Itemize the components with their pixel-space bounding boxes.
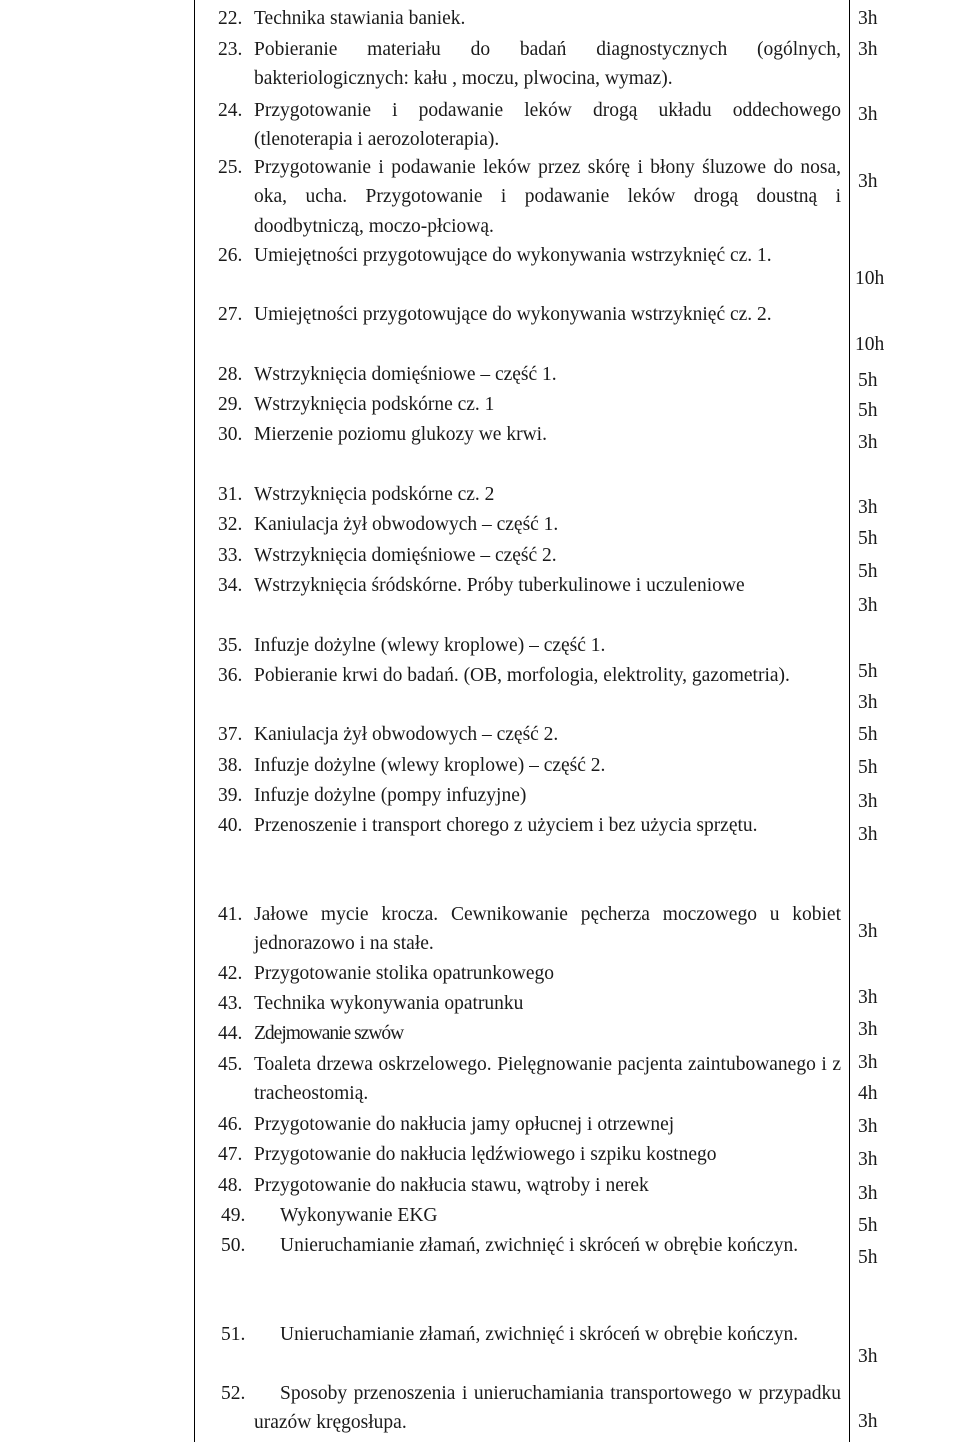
- list-item: [218, 1019, 841, 1048]
- item-number: 39.: [218, 785, 243, 806]
- hours-value: 3h: [858, 1149, 878, 1170]
- hours-value: 10h: [855, 334, 885, 355]
- item-text: Przenoszenie i transport chorego z użyciem i bez użycia sprzętu.: [254, 815, 758, 836]
- hours-value: 5h: [858, 528, 878, 549]
- hours-value: 3h: [858, 921, 878, 942]
- list-item: [218, 390, 841, 419]
- item-text: Wykonywanie EKG: [280, 1205, 438, 1226]
- list-item: [218, 1320, 841, 1349]
- hours-value: 3h: [858, 1019, 878, 1040]
- item-text: Wstrzyknięcia domięśniowe – część 2.: [254, 545, 557, 566]
- item-number: 38.: [218, 755, 243, 776]
- hours-value: 3h: [858, 8, 878, 29]
- item-number: 50.: [221, 1235, 246, 1256]
- item-number: 52.: [221, 1383, 246, 1404]
- hours-value: 3h: [858, 1116, 878, 1137]
- hours-value: 5h: [858, 561, 878, 582]
- list-item: [218, 420, 841, 449]
- item-text: Przygotowanie do nakłucia jamy opłucnej i otrzewnej: [254, 1114, 675, 1135]
- hours-value: 10h: [855, 268, 885, 289]
- list-item: [218, 571, 841, 600]
- item-text: Przygotowanie i podawanie leków drogą układu oddechowego (tlenoterapia i aerozoloterapia).: [254, 100, 841, 151]
- item-text: Infuzje dożylne (wlewy kroplowe) – część 1.: [254, 635, 606, 656]
- item-number: 32.: [218, 514, 243, 535]
- item-number: 46.: [218, 1114, 243, 1135]
- item-text: Umiejętności przygotowujące do wykonywania wstrzyknięć cz. 2.: [254, 304, 772, 325]
- item-text: Mierzenie poziomu glukozy we krwi.: [254, 424, 547, 445]
- item-text: Technika wykonywania opatrunku: [254, 993, 524, 1014]
- list-item: [218, 1231, 841, 1260]
- list-item: [218, 510, 841, 539]
- item-number: 23.: [218, 39, 243, 60]
- hours-value: 3h: [858, 1183, 878, 1204]
- item-number: 42.: [218, 963, 243, 984]
- list-item: [218, 989, 841, 1018]
- hours-value: 3h: [858, 1052, 878, 1073]
- hours-value: 3h: [858, 791, 878, 812]
- hours-value: 5h: [858, 1215, 878, 1236]
- list-item: [218, 241, 841, 270]
- item-number: 49.: [221, 1205, 246, 1226]
- item-text: Infuzje dożylne (pompy infuzyjne): [254, 785, 527, 806]
- item-number: 26.: [218, 245, 243, 266]
- item-number: 25.: [218, 157, 243, 178]
- item-text: Wstrzyknięcia śródskórne. Próby tuberkulinowe i uczuleniowe: [254, 575, 745, 596]
- hours-value: 3h: [858, 987, 878, 1008]
- list-item: [218, 631, 841, 660]
- item-number: 41.: [218, 904, 243, 925]
- hours-value: 3h: [858, 104, 878, 125]
- item-number: 37.: [218, 724, 243, 745]
- list-item: [218, 96, 841, 155]
- list-item: [218, 959, 841, 988]
- item-number: 48.: [218, 1175, 243, 1196]
- item-text: Kaniulacja żył obwodowych – część 2.: [254, 724, 559, 745]
- hours-value: 3h: [858, 1411, 878, 1432]
- item-number: 44.: [218, 1023, 243, 1044]
- item-number: 34.: [218, 575, 243, 596]
- hours-value: 5h: [858, 757, 878, 778]
- list-item: [218, 781, 841, 810]
- list-item: [218, 1171, 841, 1200]
- hours-value: 3h: [858, 39, 878, 60]
- item-number: 40.: [218, 815, 243, 836]
- item-number: 47.: [218, 1144, 243, 1165]
- hours-value: 5h: [858, 1247, 878, 1268]
- hours-value: 3h: [858, 824, 878, 845]
- item-text: Pobieranie materiału do badań diagnostycznych (ogólnych, bakteriologicznych: kału , moczu, plwocina, wymaz).: [254, 39, 841, 90]
- item-number: 45.: [218, 1054, 243, 1075]
- item-text: Wstrzyknięcia podskórne cz. 2: [254, 484, 495, 505]
- hours-value: 5h: [858, 724, 878, 745]
- list-item: [218, 811, 841, 840]
- item-text: Unieruchamianie złamań, zwichnięć i skróceń w obrębie kończyn.: [280, 1235, 799, 1256]
- item-text: Unieruchamianie złamań, zwichnięć i skróceń w obrębie kończyn.: [280, 1324, 799, 1345]
- list-item: [218, 4, 841, 33]
- list-item: [218, 480, 841, 509]
- item-number: 36.: [218, 665, 243, 686]
- list-item: [218, 1050, 841, 1109]
- hours-value: 3h: [858, 1346, 878, 1367]
- item-text: Przygotowanie i podawanie leków przez skórę i błony śluzowe do nosa, oka, ucha. Przygotowanie i podawanie leków drogą doustną i doodbytniczą, moczo-płciową.: [254, 157, 841, 237]
- item-text: Technika stawiania baniek.: [254, 8, 466, 29]
- item-text: Sposoby przenoszenia i unieruchamiania transportowego w przypadku urazów kręgosłupa.: [254, 1383, 841, 1434]
- list-item: [218, 900, 841, 959]
- list-item: [218, 541, 841, 570]
- hours-value: 3h: [858, 692, 878, 713]
- item-number: 24.: [218, 100, 243, 121]
- list-item: [218, 1140, 841, 1169]
- list-item: [218, 300, 841, 329]
- item-text: Zdejmowanie szwów: [254, 1023, 404, 1044]
- hours-value: 4h: [858, 1083, 878, 1104]
- list-item: [218, 35, 841, 94]
- item-text: Przygotowanie stolika opatrunkowego: [254, 963, 555, 984]
- item-number: 31.: [218, 484, 243, 505]
- hours-value: 3h: [858, 171, 878, 192]
- item-number: 22.: [218, 8, 243, 29]
- hours-value: 5h: [858, 661, 878, 682]
- list-item: [218, 661, 841, 690]
- item-number: 28.: [218, 364, 243, 385]
- item-number: 51.: [221, 1324, 246, 1345]
- list-item: [218, 1110, 841, 1139]
- list-item: [218, 153, 841, 241]
- list-item: [218, 720, 841, 749]
- item-number: 30.: [218, 424, 243, 445]
- item-text: Toaleta drzewa oskrzelowego. Pielęgnowanie pacjenta zaintubowanego i z tracheostomią.: [254, 1054, 841, 1105]
- item-text: Wstrzyknięcia podskórne cz. 1: [254, 394, 495, 415]
- list-item: [218, 360, 841, 389]
- list-item: [218, 1201, 841, 1230]
- hours-value: 5h: [858, 400, 878, 421]
- hours-value: 3h: [858, 595, 878, 616]
- item-number: 27.: [218, 304, 243, 325]
- item-text: Wstrzyknięcia domięśniowe – część 1.: [254, 364, 557, 385]
- item-text: Jałowe mycie krocza. Cewnikowanie pęcherza moczowego u kobiet jednorazowo i na stałe.: [254, 904, 841, 955]
- list-item: [218, 1379, 841, 1438]
- item-number: 33.: [218, 545, 243, 566]
- item-text: Infuzje dożylne (wlewy kroplowe) – część 2.: [254, 755, 606, 776]
- item-number: 43.: [218, 993, 243, 1014]
- item-number: 35.: [218, 635, 243, 656]
- hours-value: 3h: [858, 497, 878, 518]
- item-text: Kaniulacja żył obwodowych – część 1.: [254, 514, 559, 535]
- item-text: Pobieranie krwi do badań. (OB, morfologia, elektrolity, gazometria).: [254, 665, 790, 686]
- hours-value: 5h: [858, 370, 878, 391]
- item-number: 29.: [218, 394, 243, 415]
- list-item: [218, 751, 841, 780]
- item-text: Przygotowanie do nakłucia stawu, wątroby i nerek: [254, 1175, 649, 1196]
- item-text: Umiejętności przygotowujące do wykonywania wstrzyknięć cz. 1.: [254, 245, 772, 266]
- hours-value: 3h: [858, 432, 878, 453]
- item-text: Przygotowanie do nakłucia lędźwiowego i szpiku kostnego: [254, 1144, 717, 1165]
